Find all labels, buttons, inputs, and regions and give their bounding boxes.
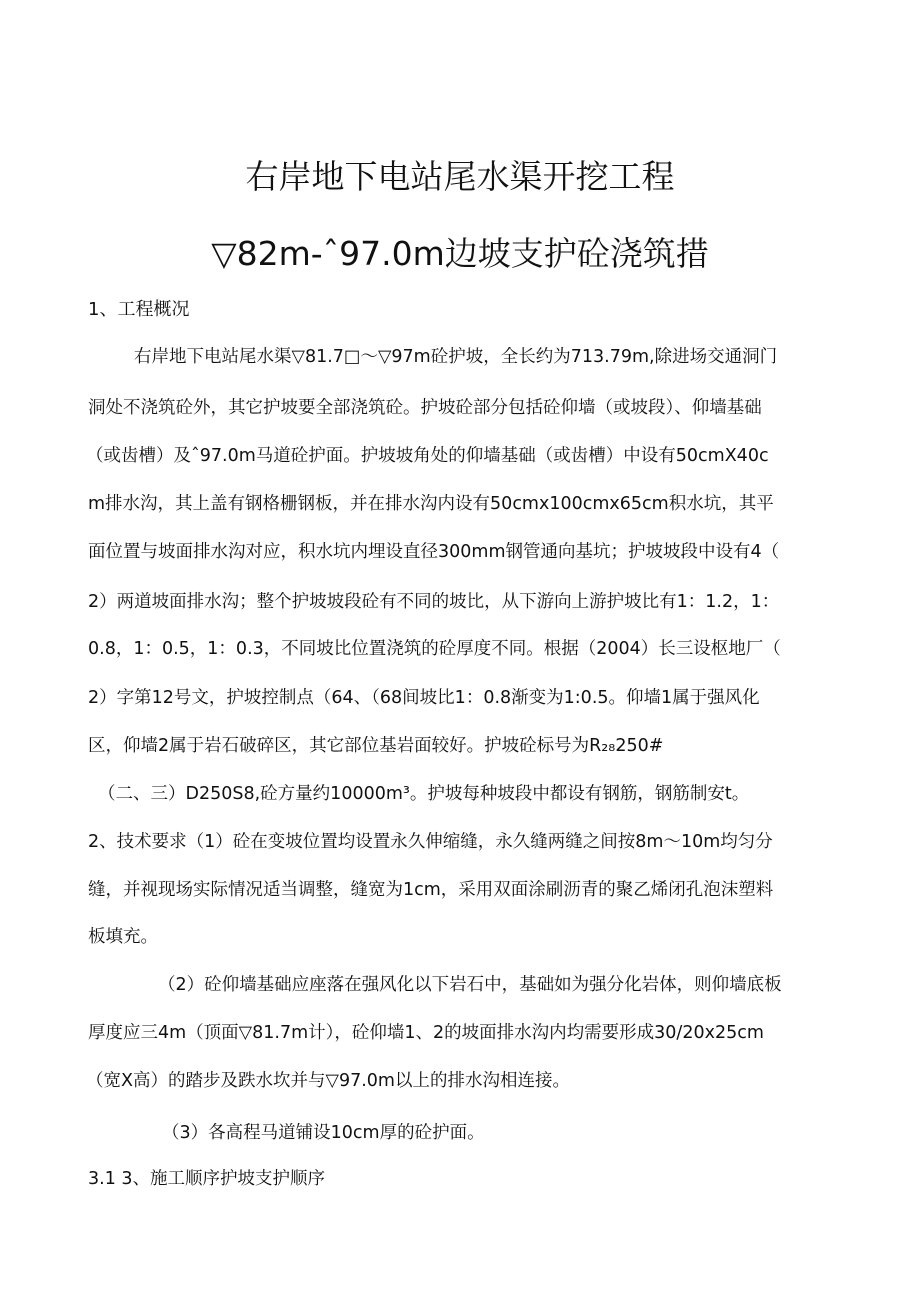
paragraph-line: 区，仰墙2属于岩石破碎区，其它部位基岩面较好。护坡砼标号为R₂₈250# xyxy=(88,736,664,756)
document-title-line-2: ▽82m-ˆ97.0m边坡支护砼浇筑措 xyxy=(211,234,709,273)
paragraph-line: 2）字第12号文，护坡控制点（64、（68间坡比1：0.8渐变为1:0.5。仰墙1属于强风化 xyxy=(88,688,760,708)
paragraph-line: 洞处不浇筑砼外，其它护坡要全部浇筑砼。护坡砼部分包括砼仰墙（或坡段）、仰墙基础 xyxy=(88,398,762,418)
paragraph-line: 2）两道坡面排水沟；整个护坡坡段砼有不同的坡比，从下游向上游护坡比有1：1.2，1： xyxy=(88,592,780,612)
paragraph-line: 面位置与坡面排水沟对应，积水坑内埋设直径300mm钢管通向基坑；护坡坡段中设有4（ xyxy=(88,542,780,562)
paragraph-line: （二、三）D250S8,砼方量约10000m³。护坡每种坡段中都设有钢筋，钢筋制安t。 xyxy=(98,784,750,804)
paragraph-line: （3）各高程马道铺设10cm厚的砼护面。 xyxy=(162,1123,485,1143)
paragraph-line: 缝，并视现场实际情况适当调整，缝宽为1cm，采用双面涂刷沥青的聚乙烯闭孔泡沫塑料 xyxy=(88,880,774,900)
document-title-line-1: 右岸地下电站尾水渠开挖工程 xyxy=(245,157,675,196)
paragraph-line: （2）砼仰墙基础应座落在强风化以下岩石中，基础如为强分化岩体，则仰墙底板 xyxy=(158,975,782,995)
paragraph-line: m排水沟，其上盖有钢格栅钢板，并在排水沟内设有50cmx100cmx65cm积水坑，其平 xyxy=(88,494,774,514)
paragraph-line: 板填充。 xyxy=(88,927,158,947)
paragraph-line: 厚度应三4m（顶面▽81.7m计），砼仰墙1、2的坡面排水沟内均需要形成30/20x25cm xyxy=(88,1023,764,1043)
paragraph-line: 3.1 3、施工顺序护坡支护顺序 xyxy=(88,1169,326,1189)
section-heading-overview: 1、工程概况 xyxy=(88,299,190,320)
paragraph-line: 0.8，1：0.5，1：0.3，不同坡比位置浇筑的砼厚度不同。根据（2004）长三设枢地厂（ xyxy=(88,639,781,659)
paragraph-line: 右岸地下电站尾水渠▽81.7□～▽97m砼护坡，全长约为713.79m,除进场交通洞门 xyxy=(134,347,778,367)
paragraph-line: （宽X高）的踏步及跌水坎并与▽97.0m以上的排水沟相连接。 xyxy=(86,1071,570,1091)
paragraph-line: （或齿槽）及ˆ97.0m马道砼护面。护坡坡角处的仰墙基础（或齿槽）中设有50cmX40c xyxy=(86,446,769,466)
paragraph-line: 2、技术要求（1）砼在变坡位置均设置永久伸缩缝，永久缝两缝之间按8m～10m均匀分 xyxy=(88,832,773,852)
